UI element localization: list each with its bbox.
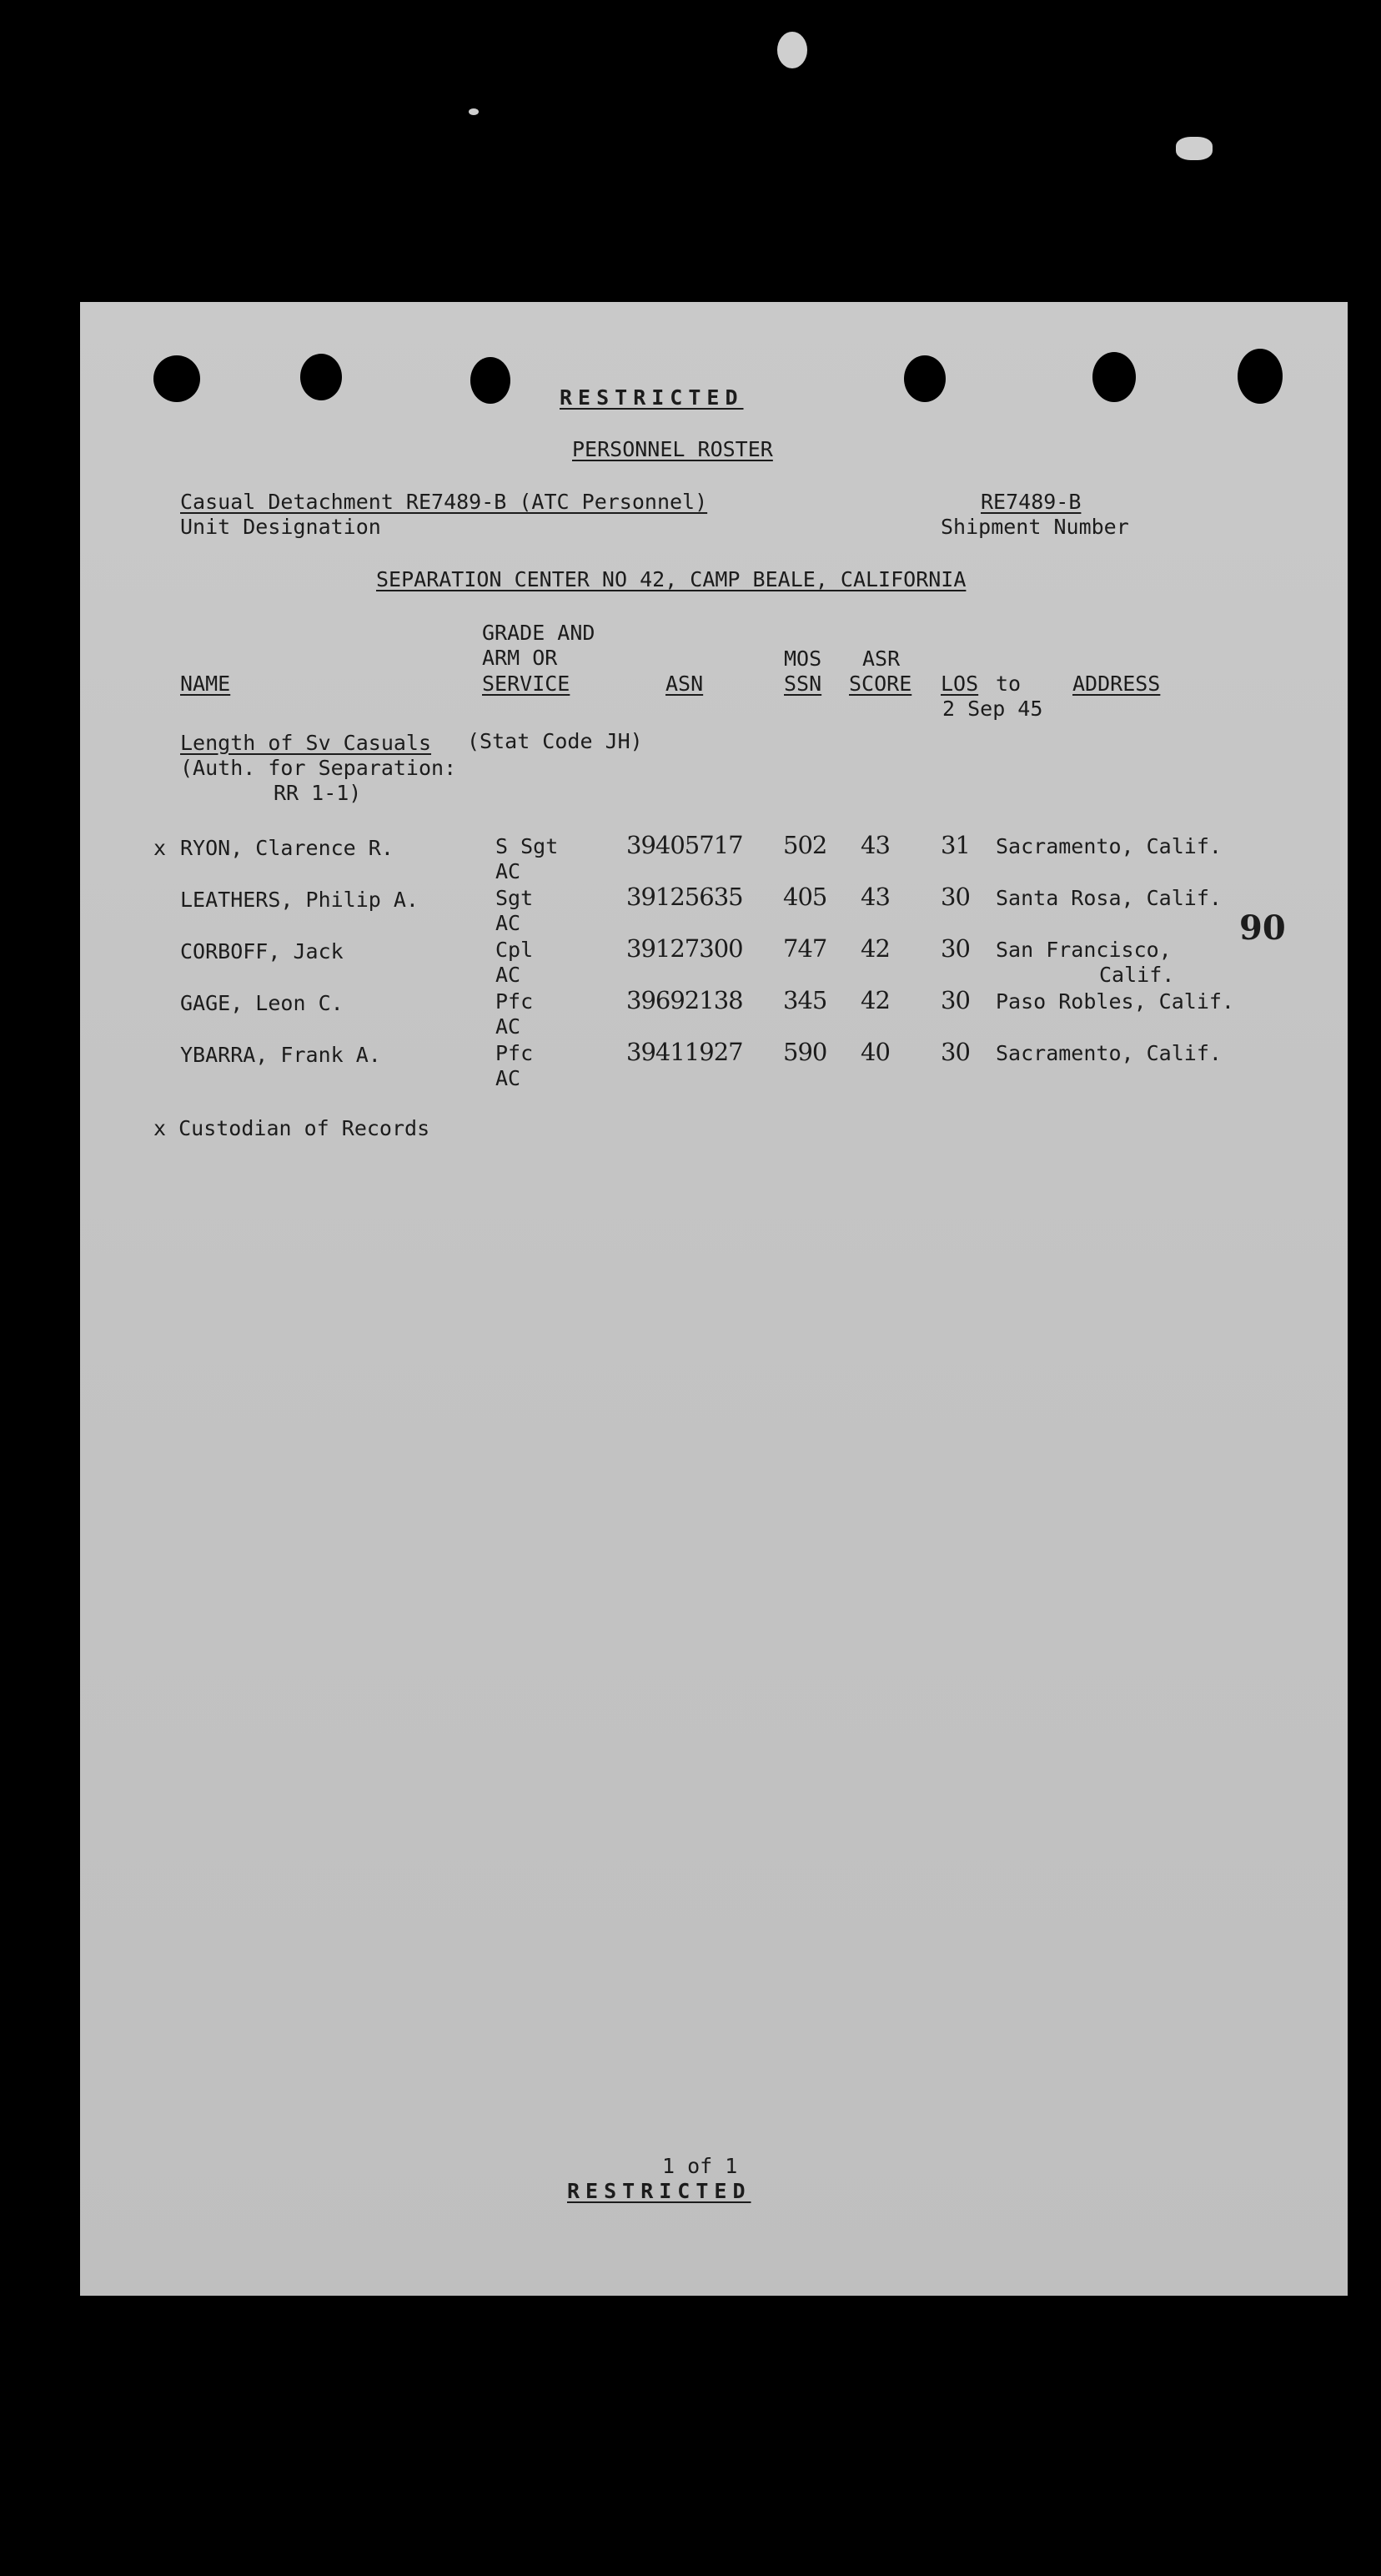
row-name: YBARRA, Frank A.: [180, 1043, 381, 1067]
row-address: San Francisco,: [996, 938, 1172, 962]
col-asn: ASN: [665, 672, 704, 696]
row-asn: 39125635: [626, 883, 743, 911]
dust-speck: [469, 108, 479, 115]
row-asr: 42: [861, 934, 890, 963]
note-line1: Length of Sv Casuals: [180, 731, 432, 755]
row-asr: 40: [861, 1038, 890, 1066]
row-arm: AC: [495, 963, 521, 987]
row-address: Sacramento, Calif.: [996, 834, 1222, 858]
row-name: CORBOFF, Jack: [180, 939, 344, 963]
row-los: 31: [941, 831, 970, 859]
row-arm: AC: [495, 1066, 521, 1090]
col-name: NAME: [180, 672, 231, 696]
row-address: Santa Rosa, Calif.: [996, 886, 1222, 910]
row-address-line2: Calif.: [1099, 963, 1175, 987]
row-address: Paso Robles, Calif.: [996, 989, 1234, 1014]
row-arm: AC: [495, 859, 521, 883]
row-asn: 39405717: [626, 831, 743, 859]
row-name: LEATHERS, Philip A.: [180, 888, 419, 912]
col-grade-line2: ARM OR: [482, 646, 558, 670]
row-grade: Cpl: [495, 938, 534, 962]
col-los: LOS: [941, 672, 979, 696]
shipment-number-label: Shipment Number: [941, 515, 1129, 539]
row-mos: 590: [783, 1038, 827, 1066]
col-asr-line1: ASR: [862, 647, 901, 671]
row-asr: 43: [861, 883, 890, 911]
row-grade: S Sgt: [495, 834, 559, 858]
footnote: x Custodian of Records: [153, 1116, 430, 1140]
punch-hole: [1092, 352, 1136, 402]
row-grade: Pfc: [495, 1041, 534, 1065]
punch-hole: [153, 355, 200, 402]
document-page: [80, 302, 1348, 2296]
row-asr: 42: [861, 986, 890, 1014]
col-address: ADDRESS: [1072, 672, 1161, 696]
col-grade-line3: SERVICE: [482, 672, 570, 696]
row-asr: 43: [861, 831, 890, 859]
document-title: PERSONNEL ROSTER: [572, 437, 773, 461]
punch-hole: [470, 357, 510, 404]
row-grade: Pfc: [495, 989, 534, 1014]
row-asn: 39411927: [626, 1038, 743, 1066]
unit-designation-label: Unit Designation: [180, 515, 381, 539]
row-mark: x: [153, 836, 167, 860]
col-grade-line1: GRADE AND: [482, 621, 595, 645]
row-name: RYON, Clarence R.: [180, 836, 394, 860]
row-mos: 405: [783, 883, 827, 911]
row-los: 30: [941, 986, 970, 1014]
col-asr-line2: SCORE: [849, 672, 912, 696]
punch-hole: [300, 354, 342, 400]
shipment-number-value: RE7489-B: [981, 490, 1082, 514]
dust-speck: [777, 32, 807, 68]
row-mos: 345: [783, 986, 827, 1014]
row-address: Sacramento, Calif.: [996, 1041, 1222, 1065]
note-stat-code: (Stat Code JH): [467, 729, 643, 753]
separation-center: SEPARATION CENTER NO 42, CAMP BEALE, CALIFORNIA: [376, 567, 967, 591]
punch-hole: [1238, 349, 1283, 404]
row-asn: 39127300: [626, 934, 743, 963]
row-mos: 502: [783, 831, 827, 859]
punch-hole: [904, 355, 946, 402]
note-line3: RR 1-1): [274, 781, 362, 805]
classification-bottom: RESTRICTED: [567, 2179, 751, 2203]
row-mos: 747: [783, 934, 827, 963]
classification-top: RESTRICTED: [560, 385, 744, 410]
col-los-date: 2 Sep 45: [942, 697, 1043, 721]
col-mos-line1: MOS: [784, 647, 822, 671]
row-los: 30: [941, 1038, 970, 1066]
row-los: 30: [941, 934, 970, 963]
unit-designation-value: Casual Detachment RE7489-B (ATC Personnel): [180, 490, 708, 514]
row-arm: AC: [495, 911, 521, 935]
col-mos-line2: SSN: [784, 672, 822, 696]
row-los: 30: [941, 883, 970, 911]
col-los-to: to: [996, 672, 1022, 696]
row-arm: AC: [495, 1014, 521, 1039]
note-line2: (Auth. for Separation:: [180, 756, 457, 780]
row-grade: Sgt: [495, 886, 534, 910]
side-page-number: 90: [1239, 908, 1286, 948]
row-asn: 39692138: [626, 986, 743, 1014]
dust-speck: [1176, 137, 1213, 160]
page-count: 1 of 1: [662, 2154, 738, 2178]
row-name: GAGE, Leon C.: [180, 991, 344, 1015]
